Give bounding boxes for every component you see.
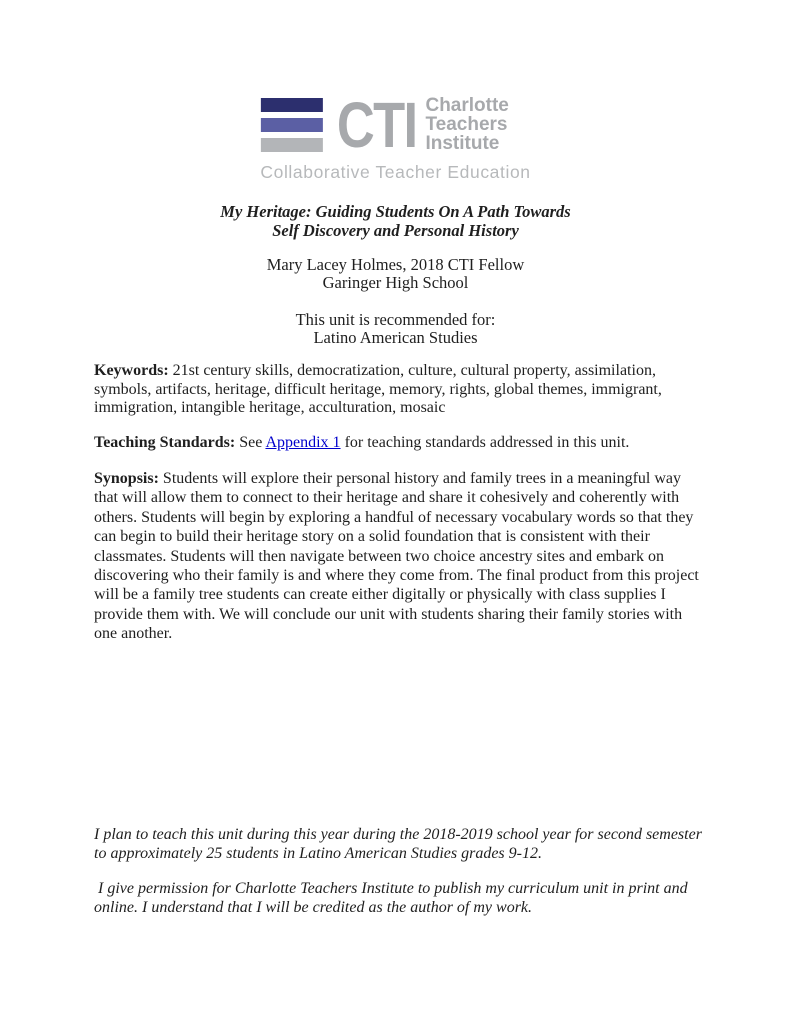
appendix-link[interactable]: Appendix 1 (265, 434, 341, 451)
cti-name-line: Teachers (425, 114, 508, 135)
teaching-standards-post: for teaching standards addressed in this unit. (340, 434, 630, 451)
cti-name (425, 96, 508, 153)
logo-bar-bottom (260, 138, 322, 152)
cti-acronym: CTI (336, 88, 416, 161)
unit-title-line2: Self Discovery and Personal History (272, 220, 519, 240)
recommended-block (0, 311, 791, 347)
cti-logo (260, 88, 531, 183)
teaching-plan-statement: I plan to teach this unit during this year during the 2018-2019 school year for second semester to approximately 25 students in Latino American Studies grades 9-12. (94, 826, 702, 862)
logo-bars-icon (260, 98, 322, 152)
permission-statement: I give permission for Charlotte Teachers Institute to publish my curriculum unit in print and online. I understand that I will be credited as the author of my work. (94, 880, 692, 916)
author-name: Mary Lacey Holmes, 2018 CTI Fellow (266, 255, 525, 274)
unit-title-line1: My Heritage: Guiding Students On A Path Towards (220, 202, 571, 221)
teaching-standards-pre: See (235, 434, 266, 451)
logo-bar-top (260, 98, 322, 112)
keywords-label: Keywords: (94, 362, 169, 379)
author-school: Garinger High School (322, 273, 469, 292)
author-block (0, 256, 791, 292)
cti-logo-mark (260, 88, 509, 161)
cti-name-line: Institute (425, 133, 500, 154)
teaching-standards-label: Teaching Standards: (94, 434, 236, 451)
recommended-intro: This unit is recommended for: (295, 310, 496, 329)
recommended-course: Latino American Studies (313, 328, 478, 347)
cti-name-line: Charlotte (425, 95, 509, 116)
unit-title (0, 203, 791, 240)
synopsis-paragraph (94, 469, 706, 644)
teaching-standards-paragraph (94, 434, 706, 453)
logo-bar-middle (260, 118, 322, 132)
keywords-text: 21st century skills, democratization, culture, cultural property, assimilation, symbols, artifacts, heritage, difficult heritage, memory, rights, global themes, immigrant, immigration, intangible heritage, acculturation, mosaic (94, 362, 662, 417)
synopsis-text: Students will explore their personal history and family trees in a meaningful way that will allow them to connect to their heritage and share it cohesively and coherently with others. Students will begin by exploring a handful of necessary vocabulary words so that they can begin to build their heritage story on a solid foundation that is consistent with their classmates. Students will then navigate between two choice ancestry sites and embark on discovering who their family is and where they come from. The final product from this project will be a family tree students can create either digitally or physically with class supplies I provide them with. We will conclude our unit with students sharing their family stories with one another. (94, 470, 699, 643)
cti-tagline: Collaborative Teacher Education (260, 162, 531, 182)
synopsis-label: Synopsis: (94, 470, 159, 487)
keywords-paragraph (94, 362, 706, 418)
